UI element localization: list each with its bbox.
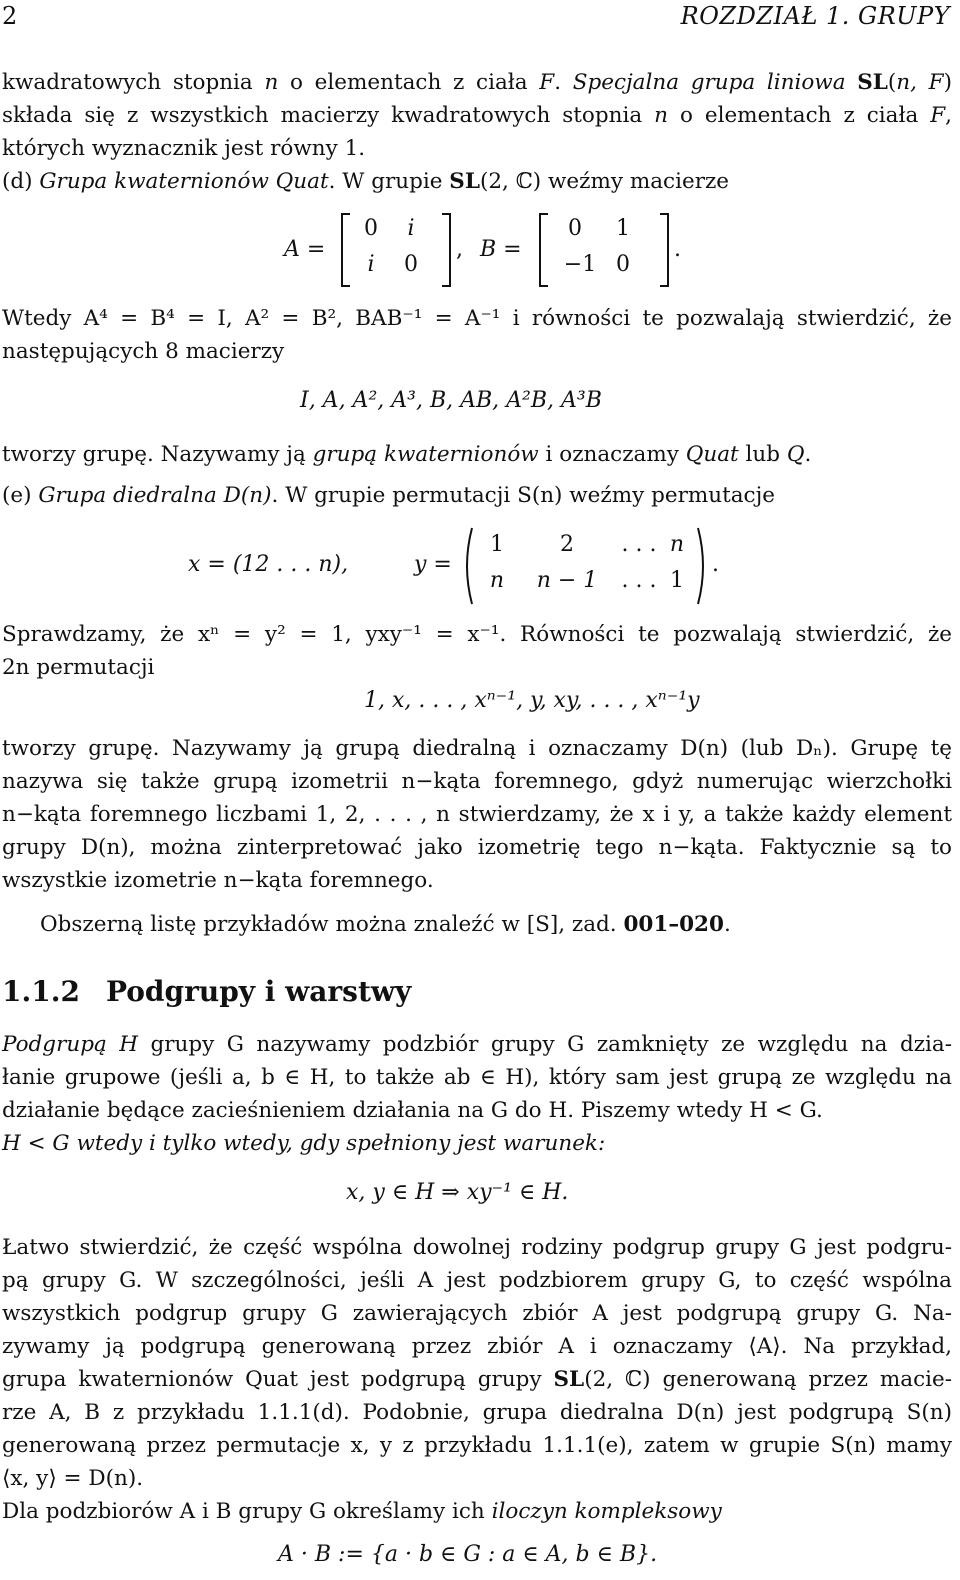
paragraph-line: wszystkie izometrie n−kąta foremnego. [2,868,434,893]
paragraph-line: zywamy ją podgrupą generowaną przez zbiór A i oznaczamy ⟨A⟩. Na przykład, [2,1334,952,1359]
paragraph-line: Sprawdzamy, że xⁿ = y² = 1, yxy⁻¹ = x⁻¹. Równości te pozwalają stwierdzić, że [2,622,952,647]
section-title: Podgrupy i warstwy [105,975,412,1008]
paragraph-line: rze A, B z przykładu 1.1.1(d). Podobnie, grupa diedralna D(n) jest podgrupą S(n) [2,1400,952,1425]
section-heading [2,975,411,1008]
paragraph-line: tworzy grupę. Nazywamy ją grupą diedralną i oznaczamy D(n) (lub Dₙ). Grupę tę [2,736,952,761]
matrix-a-cell: i [367,252,375,277]
paragraph-line: Łatwo stwierdzić, że część wspólna dowolnej rodziny podgrup grupy G jest podgru- [2,1235,952,1260]
matrix-b-label: B = [480,237,522,262]
perm-bot-cell: n [489,568,505,593]
paragraph-line: następujących 8 macierzy [2,339,285,364]
section-number: 1.1.2 [2,975,80,1008]
matrix-b-cell: −1 [563,252,597,277]
chapter-header: ROZDZIAŁ 1. GRUPY [680,2,950,30]
matrix-b-cell: 1 [616,216,630,241]
permutation-period: . [712,552,719,577]
matrix-a-cell: 0 [404,252,418,277]
perm-top-cell: n [669,532,685,557]
subgroup-condition: x, y ∈ H ⇒ xy⁻¹ ∈ H. [346,1180,569,1205]
page-number: 2 [2,2,18,30]
perm-top-cell: 2 [560,532,574,557]
paragraph-line: Wtedy A⁴ = B⁴ = I, A² = B², BAB⁻¹ = A⁻¹ i równości te pozwalają stwierdzić, że [2,306,952,331]
matrix-separator: , [456,237,463,262]
paragraph-line: H < G wtedy i tylko wtedy, gdy spełniony jest warunek: [2,1131,606,1156]
permutation-x: x = (12 . . . n), [188,552,349,577]
paragraph-line: n−kąta foremnego liczbami 1, 2, . . . , n stwierdzamy, że x i y, a także każdy element [2,802,952,827]
paragraph-line: których wyznacznik jest równy 1. [2,136,366,161]
paragraph-line: tworzy grupę. Nazywamy ją grupą kwaternionów i oznaczamy Quat lub Q. [2,442,812,467]
paragraph-line: pą grupy G. W szczególności, jeśli A jest podzbiorem grupy G, to część wspólna [2,1268,952,1293]
paragraph-line: nazywa się także grupą izometrii n−kąta foremnego, gdyż numerując wierzchołki [2,769,952,794]
complex-product-formula: A · B := {a · b ∈ G : a ∈ A, b ∈ B}. [278,1542,658,1567]
paragraph-line: grupa kwaternionów Quat jest podgrupą grupy SL(2, ℂ) generowaną przez macie- [2,1367,952,1392]
perm-top-cell: . . . [621,532,657,557]
matrix-b-brackets [538,212,670,288]
paragraph-line: kwadratowych stopnia n o elementach z ciała F. Specjalna grupa liniowa SL(n, F) [2,70,952,95]
paragraph-line: składa się z wszystkich macierzy kwadratowych stopnia n o elementach z ciała F, [2,103,952,128]
paragraph-line: generowaną przez permutacje x, y z przykładu 1.1.1(e), zatem w grupie S(n) mamy [2,1433,952,1458]
matrix-a-cell: 0 [364,216,378,241]
perm-top-cell: 1 [490,532,504,557]
paragraph-line: działanie będące zacieśnieniem działania na G do H. Piszemy wtedy H < G. [2,1098,823,1123]
paragraph-line: (e) Grupa diedralna D(n). W grupie permutacji S(n) weźmy permutacje [2,483,775,508]
paragraph-line: 2n permutacji [2,655,155,680]
matrix-period: . [674,237,681,262]
permutation-y-label: y = [414,552,452,577]
matrix-b-cell: 0 [568,216,582,241]
perm-bot-cell: n − 1 [536,568,598,593]
reference-note: Obszerną listę przykładów można znaleźć w [S], zad. 001–020. [40,912,731,937]
paragraph-line: (d) Grupa kwaternionów Quat. W grupie SL(2, ℂ) weźmy macierze [2,169,730,194]
paragraph-line: wszystkich podgrup grupy G zawierających zbiór A jest podgrupą grupy G. Na- [2,1301,952,1326]
matrix-a-cell: i [407,216,415,241]
dihedral-element-list: 1, x, . . . , xⁿ⁻¹, y, xy, . . . , xⁿ⁻¹y [364,688,700,713]
paragraph-line: łanie grupowe (jeśli a, b ∈ H, to także ab ∈ H), który sam jest grupą ze względu na [2,1065,952,1090]
perm-bot-cell: . . . [621,568,657,593]
quat-element-list: I, A, A², A³, B, AB, A²B, A³B [300,388,602,413]
matrix-a-label: A = [284,237,326,262]
paragraph-line: ⟨x, y⟩ = D(n). [2,1466,144,1491]
matrix-b-cell: 0 [616,252,630,277]
perm-bot-cell: 1 [670,568,684,593]
paragraph-line: grupy D(n), można zinterpretować jako izometrię tego n−kąta. Faktycznie są to [2,835,952,860]
paragraph-line: Podgrupą H grupy G nazywamy podzbiór grupy G zamknięty ze względu na dzia- [2,1032,952,1057]
paragraph-line: Dla podzbiorów A i B grupy G określamy ich iloczyn kompleksowy [2,1499,722,1524]
